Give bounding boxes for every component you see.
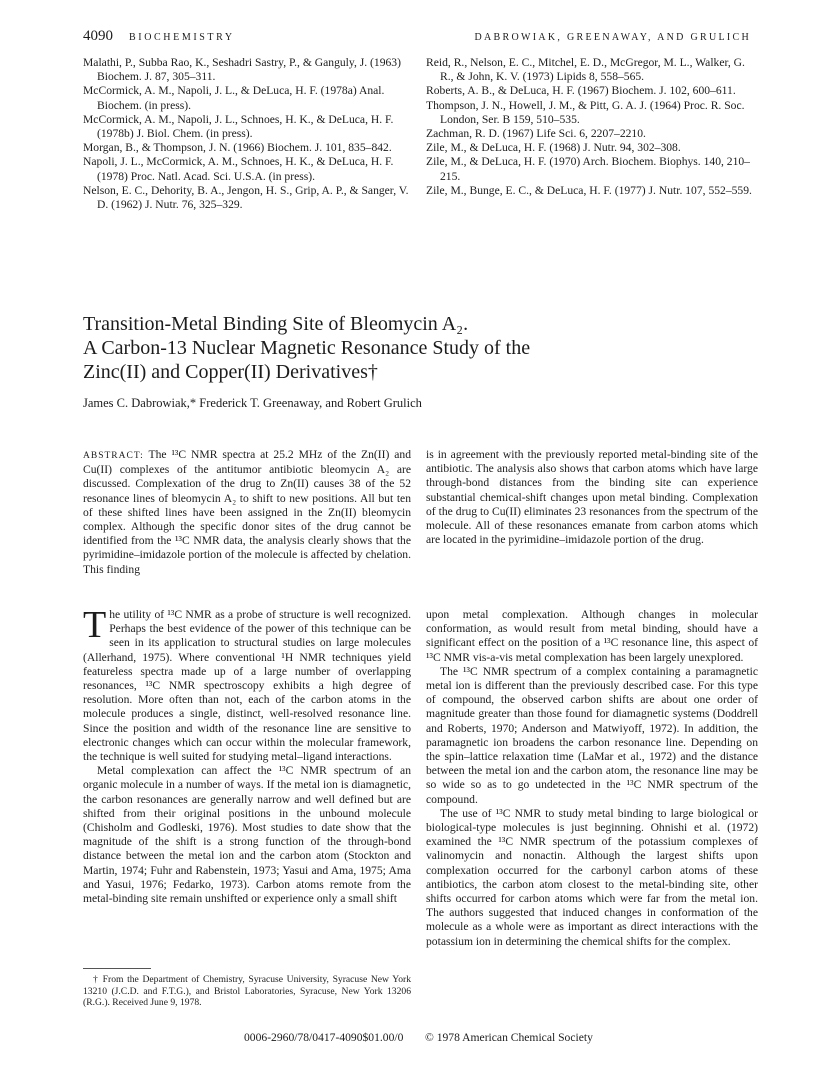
article-code: 0006-2960/78/0417-4090$01.00/0: [244, 1031, 404, 1044]
footnote-text: † From the Department of Chemistry, Syracuse University, Syracuse New York 13210 (J.C.D. and F.T.G.), and Bristol Laboratories, Syracuse, New York 13206 (R.G.). Received June 9, 1978.: [83, 974, 411, 1009]
copyright-line: © 1978 American Chemical Society: [425, 1031, 593, 1044]
reference-entry: Zachman, R. D. (1967) Life Sci. 6, 2207–2210.: [426, 127, 646, 141]
author-byline: James C. Dabrowiak,* Frederick T. Greenaway, and Robert Grulich: [83, 396, 422, 410]
reference-entry: McCormick, A. M., Napoli, J. L., & DeLuca, H. F. (1978a) Anal. Biochem. (in press).: [83, 84, 385, 112]
reference-entry: McCormick, A. M., Napoli, J. L., Schnoes, H. K., & DeLuca, H. F. (1978b) J. Biol. Chem. (in press).: [83, 112, 394, 141]
body-paragraph: upon metal complexation. Although changes in molecular conformation, as would result from metal binding, should have a significant effect on the position of a ¹³C resonance line, this aspect of ¹³C NMR vis-a-vis metal complexation has been largely unexplored.: [426, 608, 758, 664]
reference-entry: Morgan, B., & Thompson, J. N. (1966) Biochem. J. 101, 835–842.: [83, 141, 392, 155]
reference-entry: Thompson, J. N., Howell, J. M., & Pitt, G. A. J. (1964) Proc. R. Soc. London, Ser. B 159, 510–535.: [426, 98, 745, 126]
footnote-rule: [83, 968, 151, 969]
body-right-column: [426, 608, 758, 949]
footnote: [83, 974, 411, 1009]
reference-entry: Zile, M., Bunge, E. C., & DeLuca, H. F. (1977) J. Nutr. 107, 552–559.: [426, 183, 752, 197]
body-paragraph: The use of ¹³C NMR to study metal binding to large biological or biological-type molecules is just beginning. Ohnishi et al. (1972) examined the ¹³C NMR spectrum of the potassium complexes of valinomycin and nonactin. Although the largest shifts upon complexation occurred for the carbonyl carbon atoms of these antibiotics, the carbon atom closest to the metal-binding site, other shifts occurred for carbon atoms which were far from the metal ion. The authors suggested that induced changes in conformation of the molecule as a whole were as important as direct interactions with the potassium ion in determining the chemical shifts for the complex.: [426, 806, 758, 948]
title-line: Zinc(II) and Copper(II) Derivatives†: [83, 361, 378, 383]
paragraph-text: he utility of ¹³C NMR as a probe of structure is well recognized. Perhaps the best evidence of the power of this technique can be seen in its application to structural studies on large molecules (Allerhand, 1975). Where conventional ¹H NMR techniques yield featureless spectra made up of a large number of overlapping resonances, ¹³C NMR spectroscopy exhibits a high degree of resolution. More often than not, each of the carbon atoms in the molecule produces a single, distinct, well-resolved resonance line. Since the position and width of the resonance line are sensitive to electronic changes which can occur within the molecular framework, the technique is well suited for studying metal–ligand interactions.: [83, 608, 411, 764]
abstract-right: is in agreement with the previously reported metal-binding site of the antibiotic. The analysis also shows that carbon atoms which have large through-bond distances from the binding site can experience substantial chemical-shift changes upon metal binding. Complexation of the drug to Cu(II) eliminates 23 resonances from the spectrum of the molecule. All of these resonances emanate from carbon atoms which are located in the pyrimidine–imidazole portion of the drug.: [426, 448, 758, 547]
references-left-column: [83, 56, 419, 212]
reference-entry: Malathi, P., Subba Rao, K., Seshadri Sastry, P., & Ganguly, J. (1963) Biochem. J. 87, 305–311.: [83, 56, 401, 84]
page-number: 4090: [83, 28, 113, 44]
abstract-text: The ¹³C NMR spectra at 25.2 MHz of the Zn(II) and Cu(II) complexes of the antitumor antibiotic bleomycin A₂ are discussed. Complexation of the drug to Zn(II) causes 38 of the 52 resonance lines of bleomycin A₂ to shift to new positions. All but ten of these shifted lines have been assigned in the Zn(II) bleomycin complex. Although the specific donor sites of the drug cannot be identified from the ¹³C NMR data, the analysis clearly shows that the pyrimidine–imidazole portion of the molecule is affected by chelation. This finding: [83, 448, 411, 576]
body-paragraph: The ¹³C NMR spectrum of a complex containing a paramagnetic metal ion is different than the previously described case. For this type of compound, the observed carbon shifts are about one order of magnitude greater than those found for diamagnetic systems (Doddrell and Roberts, 1970; Anderson and Matwiyoff, 1972). In addition, the paramagnetic ion broadens the carbon resonance line. Depending on the spin–lattice relaxation time (LaMar et al., 1972) and the distance between the metal ion and the carbon atom, the resonance line may be so wide so as to go undetected in the ¹³C NMR spectrum of the compound.: [426, 664, 758, 806]
abstract-left: [83, 448, 411, 577]
reference-entry: Reid, R., Nelson, E. C., Mitchel, E. D., McGregor, M. L., Walker, G. R., & John, K. V. (1973) Lipids 8, 558–565.: [426, 56, 745, 84]
reference-entry: Zile, M., & DeLuca, H. F. (1968) J. Nutr. 94, 302–308.: [426, 141, 681, 155]
article-title: [83, 312, 763, 384]
body-paragraph: Metal complexation can affect the ¹³C NMR spectrum of an organic molecule in a number of ways. If the metal ion is diamagnetic, the carbon resonances are generally narrow and well defined but are shifted from their original positions in the unbound molecule (Chisholm and Godleski, 1976). Most studies to date show that the magnitude of the shift is a strong function of the through-bond distance between the metal ion and the carbon atom (Stockton and Martin, 1974; Fuhr and Rabenstein, 1973; Yasui and Ama, 1975; Ama and Yasui, 1976; Fedarko, 1973). Carbon atoms remote from the metal-binding site remain unshifted or experience only a small shift: [83, 764, 411, 906]
reference-entry: Zile, M., & DeLuca, H. F. (1970) Arch. Biochem. Biophys. 140, 210–215.: [426, 155, 750, 183]
reference-entry: Roberts, A. B., & DeLuca, H. F. (1967) Biochem. J. 102, 600–611.: [426, 84, 736, 98]
references-right-column: [426, 56, 756, 198]
drop-cap: T: [83, 604, 107, 646]
reference-entry: Napoli, J. L., McCormick, A. M., Schnoes, H. K., & DeLuca, H. F. (1978) Proc. Natl. Acad. Sci. U.S.A. (in press).: [83, 155, 394, 183]
body-left-column: [83, 604, 411, 906]
abstract-label: ABSTRACT:: [83, 451, 144, 461]
title-line: Transition-Metal Binding Site of Bleomycin A₂.: [83, 313, 469, 335]
body-paragraph: [83, 604, 411, 764]
journal-name: BIOCHEMISTRY: [129, 32, 235, 43]
reference-entry: Nelson, E. C., Dehority, B. A., Jengon, H. S., Grip, A. P., & Sanger, V. D. (1962) J. Nutr. 76, 325–329.: [83, 183, 409, 212]
title-line: A Carbon-13 Nuclear Magnetic Resonance Study of the: [83, 337, 531, 359]
running-head-authors: DABROWIAK, GREENAWAY, AND GRULICH: [474, 32, 751, 43]
